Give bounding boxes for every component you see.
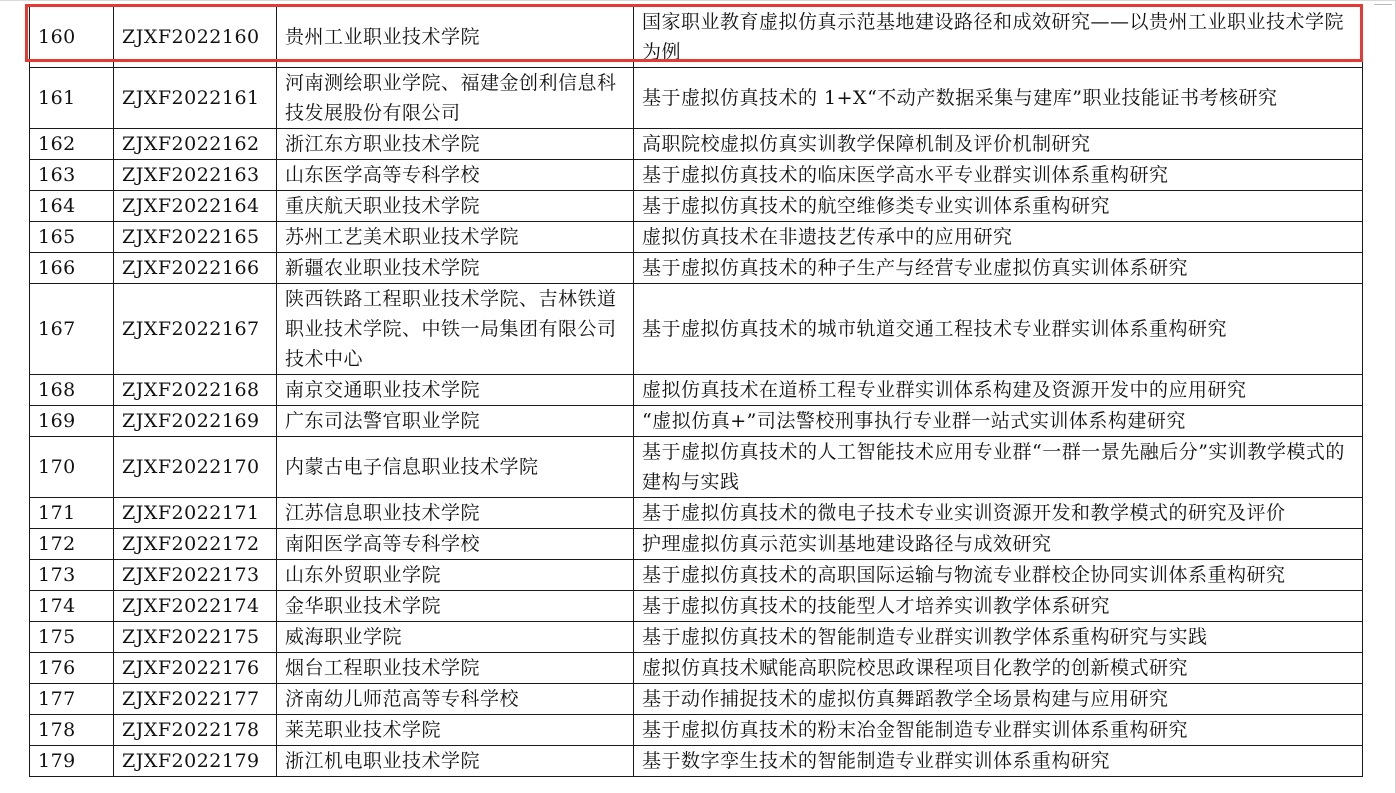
row-number: 169	[30, 406, 114, 437]
project-title: 基于虚拟仿真技术的粉末冶金智能制造专业群实训体系重构研究	[634, 715, 1363, 746]
project-table-body	[30, 7, 1363, 777]
institution-name: 莱芜职业技术学院	[277, 715, 634, 746]
project-title: 高职院校虚拟仿真实训教学保障机制及评价机制研究	[634, 129, 1363, 160]
institution-name: 山东外贸职业学院	[277, 560, 634, 591]
project-code: ZJXF2022163	[114, 160, 277, 191]
institution-name: 广东司法警官职业学院	[277, 406, 634, 437]
institution-name: 河南测绘职业学院、福建金创利信息科技发展股份有限公司	[277, 68, 634, 129]
institution-name: 济南幼儿师范高等专科学校	[277, 684, 634, 715]
table-row	[30, 253, 1363, 284]
project-title: 基于虚拟仿真技术的高职国际运输与物流专业群校企协同实训体系重构研究	[634, 560, 1363, 591]
institution-name: 江苏信息职业技术学院	[277, 498, 634, 529]
row-number: 172	[30, 529, 114, 560]
table-row	[30, 284, 1363, 375]
institution-name: 重庆航天职业技术学院	[277, 191, 634, 222]
institution-name: 南京交通职业技术学院	[277, 375, 634, 406]
row-number: 163	[30, 160, 114, 191]
table-row	[30, 375, 1363, 406]
table-row	[30, 191, 1363, 222]
project-code: ZJXF2022166	[114, 253, 277, 284]
institution-name: 陕西铁路工程职业技术学院、吉林铁道职业技术学院、中铁一局集团有限公司技术中心	[277, 284, 634, 375]
table-row	[30, 746, 1363, 777]
table-row	[30, 591, 1363, 622]
project-title: “虚拟仿真+”司法警校刑事执行专业群一站式实训体系构建研究	[634, 406, 1363, 437]
project-code: ZJXF2022162	[114, 129, 277, 160]
project-title: 基于虚拟仿真技术的 1+X“不动产数据采集与建库”职业技能证书考核研究	[634, 68, 1363, 129]
project-title: 基于虚拟仿真技术的智能制造专业群实训教学体系重构研究与实践	[634, 622, 1363, 653]
project-title: 虚拟仿真技术在道桥工程专业群实训体系构建及资源开发中的应用研究	[634, 375, 1363, 406]
project-title: 基于虚拟仿真技术的航空维修类专业实训体系重构研究	[634, 191, 1363, 222]
row-number: 170	[30, 437, 114, 498]
project-title: 基于虚拟仿真技术的临床医学高水平专业群实训体系重构研究	[634, 160, 1363, 191]
institution-name: 内蒙古电子信息职业技术学院	[277, 437, 634, 498]
project-code: ZJXF2022160	[114, 7, 277, 68]
table-row	[30, 437, 1363, 498]
row-number: 173	[30, 560, 114, 591]
project-code: ZJXF2022178	[114, 715, 277, 746]
table-row	[30, 129, 1363, 160]
row-number: 166	[30, 253, 114, 284]
row-number: 164	[30, 191, 114, 222]
project-title: 基于虚拟仿真技术的技能型人才培养实训教学体系研究	[634, 591, 1363, 622]
row-number: 171	[30, 498, 114, 529]
table-row	[30, 560, 1363, 591]
row-number: 178	[30, 715, 114, 746]
page-corner-mark	[1374, 4, 1392, 5]
table-row	[30, 498, 1363, 529]
table-row	[30, 160, 1363, 191]
project-code: ZJXF2022161	[114, 68, 277, 129]
project-title: 护理虚拟仿真示范实训基地建设路径与成效研究	[634, 529, 1363, 560]
project-code: ZJXF2022177	[114, 684, 277, 715]
row-number: 167	[30, 284, 114, 375]
institution-name: 烟台工程职业技术学院	[277, 653, 634, 684]
project-title: 基于虚拟仿真技术的种子生产与经营专业虚拟仿真实训体系研究	[634, 253, 1363, 284]
institution-name: 浙江东方职业技术学院	[277, 129, 634, 160]
table-row	[30, 622, 1363, 653]
project-code: ZJXF2022174	[114, 591, 277, 622]
institution-name: 南阳医学高等专科学校	[277, 529, 634, 560]
row-number: 177	[30, 684, 114, 715]
row-number: 176	[30, 653, 114, 684]
institution-name: 浙江机电职业技术学院	[277, 746, 634, 777]
page-edge	[0, 0, 1396, 1]
project-code: ZJXF2022165	[114, 222, 277, 253]
institution-name: 金华职业技术学院	[277, 591, 634, 622]
project-code: ZJXF2022173	[114, 560, 277, 591]
project-code: ZJXF2022170	[114, 437, 277, 498]
table-row	[30, 653, 1363, 684]
project-code: ZJXF2022179	[114, 746, 277, 777]
project-code: ZJXF2022176	[114, 653, 277, 684]
project-title: 基于虚拟仿真技术的微电子技术专业实训资源开发和教学模式的研究及评价	[634, 498, 1363, 529]
table-row	[30, 222, 1363, 253]
row-number: 174	[30, 591, 114, 622]
row-number: 162	[30, 129, 114, 160]
row-number: 175	[30, 622, 114, 653]
project-code: ZJXF2022169	[114, 406, 277, 437]
project-title: 基于虚拟仿真技术的城市轨道交通工程技术专业群实训体系重构研究	[634, 284, 1363, 375]
project-code: ZJXF2022175	[114, 622, 277, 653]
project-title: 虚拟仿真技术在非遗技艺传承中的应用研究	[634, 222, 1363, 253]
project-title: 基于动作捕捉技术的虚拟仿真舞蹈教学全场景构建与应用研究	[634, 684, 1363, 715]
institution-name: 威海职业学院	[277, 622, 634, 653]
table-row	[30, 406, 1363, 437]
project-table	[29, 6, 1363, 777]
project-code: ZJXF2022168	[114, 375, 277, 406]
table-row	[30, 68, 1363, 129]
row-number: 161	[30, 68, 114, 129]
project-code: ZJXF2022167	[114, 284, 277, 375]
project-title: 基于虚拟仿真技术的人工智能技术应用专业群“一群一景先融后分”实训教学模式的建构与实践	[634, 437, 1363, 498]
table-row	[30, 684, 1363, 715]
row-number: 179	[30, 746, 114, 777]
row-number: 160	[30, 7, 114, 68]
table-row	[30, 7, 1363, 68]
institution-name: 贵州工业职业技术学院	[277, 7, 634, 68]
institution-name: 山东医学高等专科学校	[277, 160, 634, 191]
project-code: ZJXF2022172	[114, 529, 277, 560]
table-row	[30, 529, 1363, 560]
institution-name: 新疆农业职业技术学院	[277, 253, 634, 284]
table-row	[30, 715, 1363, 746]
project-code: ZJXF2022171	[114, 498, 277, 529]
project-title: 基于数字孪生技术的智能制造专业群实训体系重构研究	[634, 746, 1363, 777]
row-number: 165	[30, 222, 114, 253]
project-title: 国家职业教育虚拟仿真示范基地建设路径和成效研究——以贵州工业职业技术学院为例	[634, 7, 1363, 68]
row-number: 168	[30, 375, 114, 406]
institution-name: 苏州工艺美术职业技术学院	[277, 222, 634, 253]
project-title: 虚拟仿真技术赋能高职院校思政课程项目化教学的创新模式研究	[634, 653, 1363, 684]
project-code: ZJXF2022164	[114, 191, 277, 222]
